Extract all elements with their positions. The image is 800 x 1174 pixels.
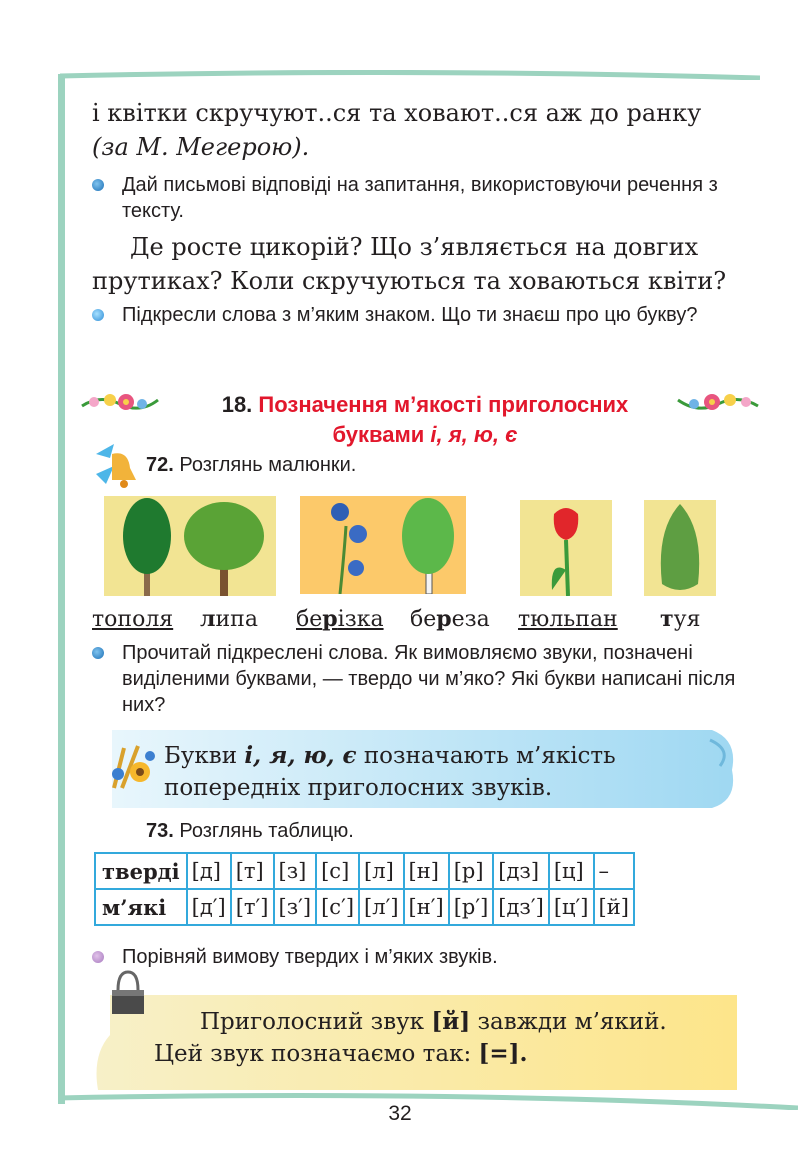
- row-label: тверді: [95, 853, 187, 889]
- note-text: [154, 1006, 724, 1070]
- page-number: 32: [388, 1102, 412, 1125]
- section-title-line1: Позначення м’якості приголосних: [258, 392, 629, 417]
- word-thuja: туя: [660, 606, 701, 632]
- chicory-birch-picture: [300, 496, 466, 594]
- bell-icon: [92, 440, 144, 492]
- rule-suffix: позначають м’якість попередніх приголосних звуків.: [164, 743, 616, 801]
- table-cell: –: [594, 853, 634, 889]
- task-written-answers: [92, 172, 752, 224]
- table-cell: [дз]: [493, 853, 549, 889]
- table-cell: [з]: [274, 853, 317, 889]
- table-cell: [дз′]: [493, 889, 549, 925]
- intro-source: (за М. Мегерою).: [92, 133, 310, 161]
- word-tulip: тюльпан: [518, 607, 618, 632]
- table-cell: [с]: [316, 853, 359, 889]
- table-cell: [р′]: [449, 889, 494, 925]
- exercise-number: 72.: [146, 454, 174, 476]
- table-cell: [й]: [594, 889, 634, 925]
- tulip-picture: [520, 500, 612, 596]
- intro-line: і квітки скручуют..ся та ховают..ся аж до ранку: [92, 99, 702, 127]
- task-text: Дай письмові відповіді на запитання, використовуючи речення з тексту.: [122, 174, 718, 222]
- rule-text: [164, 740, 724, 804]
- table-cell: [д]: [187, 853, 231, 889]
- word-linden: липа: [200, 606, 258, 632]
- exercise-number: 73.: [146, 820, 174, 842]
- table-cell: [н′]: [404, 889, 449, 925]
- intro-paragraph: [92, 96, 742, 164]
- table-cell: [ц]: [549, 853, 594, 889]
- word-poplar: тополя: [92, 607, 174, 632]
- section-title-letters: і, я, ю, є: [430, 422, 518, 447]
- page-frame-top: [60, 70, 760, 80]
- table-cell: [ц′]: [549, 889, 594, 925]
- exercise-text: Розглянь малюнки.: [179, 454, 357, 476]
- section-number: 18.: [221, 392, 253, 417]
- table-cell: [н]: [404, 853, 449, 889]
- task-text: Підкресли слова з м’яким знаком. Що ти знаєш про цю букву?: [122, 304, 698, 326]
- word-berizka: берізка: [296, 606, 384, 632]
- table-cell: [л′]: [359, 889, 404, 925]
- binder-clip-icon: [110, 970, 146, 1018]
- table-row-hard: [95, 853, 634, 889]
- bullet-icon: [92, 179, 104, 191]
- rule-prefix: Букви: [164, 743, 238, 769]
- exercise-72: [146, 454, 356, 477]
- thuja-picture: [644, 500, 716, 596]
- table-cell: [т]: [231, 853, 274, 889]
- page-frame-bottom: [58, 1090, 798, 1110]
- note-line1-suffix: завжди м’який.: [477, 1009, 667, 1035]
- bullet-icon: [92, 951, 104, 963]
- task-read-words: [92, 640, 752, 718]
- table-cell: [т′]: [231, 889, 274, 925]
- rule-letters: і, я, ю, є: [244, 742, 357, 769]
- task-text: Порівняй вимову твердих і м’яких звуків.: [122, 946, 498, 968]
- note-line1-prefix: Приголосний звук: [200, 1009, 425, 1035]
- task-compare: [92, 944, 752, 970]
- wheat-bouquet-icon: [94, 728, 160, 796]
- task-underline: [92, 302, 752, 328]
- note-sound: [й]: [431, 1008, 471, 1035]
- sounds-table: [94, 852, 635, 926]
- task-text: Прочитай підкреслені слова. Як вимовляємо звуки, позначені виділеними буквами, — твердо чи м’яко? Які букви написані після них?: [122, 642, 736, 716]
- row-label: м’які: [95, 889, 187, 925]
- table-cell: [р]: [449, 853, 494, 889]
- table-cell: [з′]: [274, 889, 317, 925]
- note-line2-prefix: Цей звук позначаємо так:: [154, 1041, 472, 1067]
- bullet-icon: [92, 647, 104, 659]
- table-cell: [с′]: [316, 889, 359, 925]
- exercise-73: [146, 820, 354, 843]
- bullet-icon: [92, 309, 104, 321]
- table-row-soft: [95, 889, 634, 925]
- section-heading: [80, 390, 770, 450]
- exercise-text: Розглянь таблицю.: [179, 820, 354, 842]
- page-frame-left: [58, 74, 65, 1104]
- questions-paragraph: Де росте цикорій? Що з’являється на довгих прутиках? Коли скручуються та ховаються квіти?: [92, 233, 727, 295]
- table-cell: [л]: [359, 853, 404, 889]
- note-mark: [=].: [478, 1040, 528, 1067]
- poplar-linden-picture: [104, 496, 276, 596]
- section-title-line2-prefix: буквами: [332, 422, 425, 447]
- word-bereza: береза: [410, 606, 490, 632]
- table-cell: [д′]: [187, 889, 231, 925]
